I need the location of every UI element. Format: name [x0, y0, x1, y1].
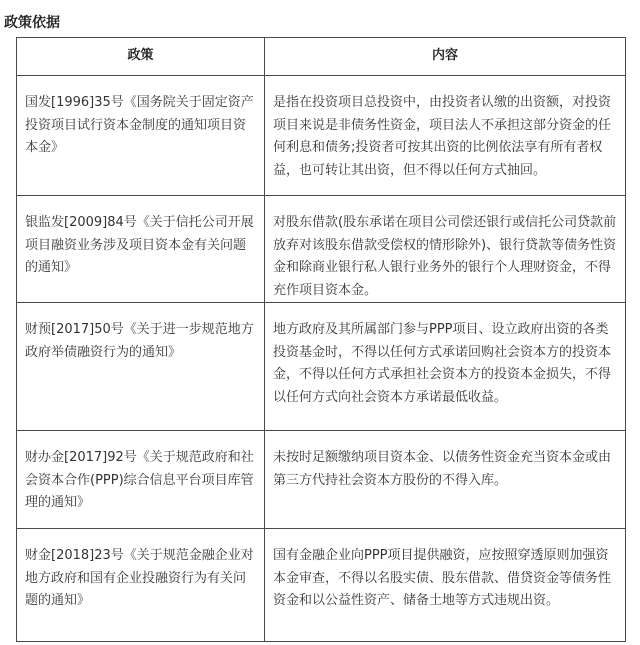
policy-cell [17, 529, 265, 642]
content-cell [265, 303, 626, 431]
table-row [17, 76, 626, 196]
policy-cell [17, 76, 265, 196]
column-header-policy: 政策 [17, 38, 265, 76]
policy-text: 银监发[2009]84号《关于信托公司开展项目融资业务涉及项目资本金有关问题的通知》 [25, 215, 254, 275]
policy-cell [17, 431, 265, 529]
content-cell [265, 529, 626, 642]
column-header-content: 内容 [265, 38, 626, 76]
content-text: 是指在投资项目总投资中，由投资者认缴的出资额，对投资项目来说是非债务性资金，项目法人不承担这部分资金的任何利息和债务;投资者可按其出资的比例依法享有所有者权益，也可转让其出资，但不得以任何方式抽回。 [273, 95, 612, 178]
policy-table [16, 37, 626, 642]
policy-text: 财预[2017]50号《关于进一步规范地方政府举债融资行为的通知》 [25, 322, 254, 360]
table-row [17, 431, 626, 529]
policy-text: 财金[2018]23号《关于规范金融企业对地方政府和国有企业投融资行为有关问题的通知》 [25, 548, 254, 608]
policy-cell [17, 303, 265, 431]
content-cell [265, 431, 626, 529]
table-row [17, 196, 626, 303]
policy-text: 财办金[2017]92号《关于规范政府和社会资本合作(PPP)综合信息平台项目库管理的通知》 [25, 450, 254, 510]
page-title: 政策依据 [4, 15, 60, 31]
content-text: 地方政府及其所属部门参与PPP项目、设立政府出资的各类投资基金时，不得以任何方式承诺回购社会资本方的投资本金，不得以任何方式承担社会资本方的投资本金损失，不得以任何方式向社会资本方承诺最低收益。 [273, 322, 612, 405]
content-text: 对股东借款(股东承诺在项目公司偿还银行或信托公司贷款前放弃对该股东借款受偿权的情形除外)、银行贷款等债务性资金和除商业银行私人银行业务外的银行个人理财资金，不得充作项目资本金。 [273, 215, 617, 298]
content-text: 国有金融企业向PPP项目提供融资，应按照穿透原则加强资本金审查，不得以名股实债、股东借款、借贷资金等债务性资金和以公益性资产、储备土地等方式违规出资。 [273, 548, 612, 608]
policy-text: 国发[1996]35号《国务院关于固定资产投资项目试行资本金制度的通知项目资本金》 [25, 95, 254, 155]
table-header-row [17, 38, 626, 76]
table-row [17, 303, 626, 431]
content-text: 未按时足额缴纳项目资本金、以债务性资金充当资本金或由第三方代持社会资本方股份的不得入库。 [273, 450, 612, 488]
content-cell [265, 196, 626, 303]
policy-cell [17, 196, 265, 303]
table-row [17, 529, 626, 642]
content-cell [265, 76, 626, 196]
